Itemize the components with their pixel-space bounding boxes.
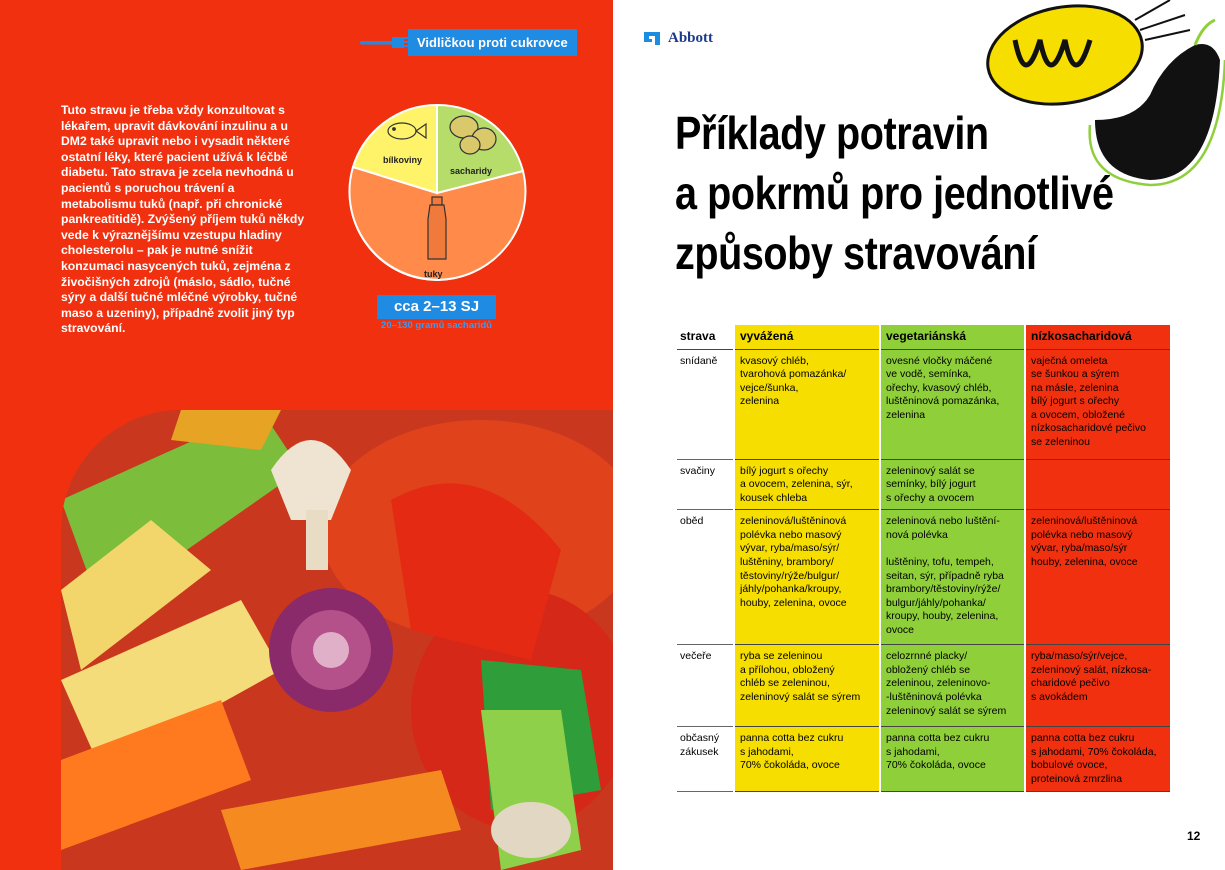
cell-text-line: bílý jogurt s ořechy (1031, 395, 1120, 408)
cell-text-line: ryba se zeleninou (740, 650, 823, 663)
cell-text-line: zelenina (886, 408, 926, 421)
cell-text-line: zeleninový salát se sýrem (886, 704, 1007, 717)
cell-balanced (734, 645, 880, 727)
cell-text-line: 70% čokoláda, ovoce (740, 759, 840, 772)
fork-icon (360, 33, 412, 53)
cell-text-line: zeleninová nebo luštění- (886, 515, 1000, 528)
cell-text-line: ve vodě, semínka, (886, 368, 972, 381)
cell-text-line: polévka nebo masový (1031, 528, 1133, 541)
cell-text-line: ovoce (886, 624, 915, 637)
cell-text-line: luštěniny, brambory/ (740, 556, 834, 569)
cell-text-line: bulgur/jáhly/pohanka/ (886, 596, 986, 609)
intro-paragraph: Tuto stravu je třeba vždy konzultovat s lékařem, upravit dávkování inzulinu a u DM2 také upravit nebo i vysadit některé ostatní léky, které pacient užívá k léčbě diabetu. Tato strava je zcela nevhodná u pacientů s poruchou trávení a metabolismu tuků (např. při chronické pankreatitidě). Zvýšený příjem tuků někdy vede k výraznějšímu vzestupu hladiny cholesterolu – pak je nutné snížit konzumaci nasycených tuků, zejména z živočišných zdrojů (máslo, sádlo, tučné sýry a další tučné mléčné výrobky, tučné maso a uzeniny), případně zvolit jiný typ stravování. (61, 103, 305, 336)
column-header-balanced: vyvážená (734, 325, 880, 349)
cell-vegetarian (880, 645, 1025, 727)
grilled-vegetables-photo (61, 410, 613, 870)
cell-text-line: vývar, ryba/maso/sýr (1031, 542, 1128, 555)
cell-text-line: ryba/maso/sýr/vejce, (1031, 650, 1128, 663)
plate-label-protein: bílkoviny (383, 155, 423, 165)
cell-low-carb (1025, 510, 1170, 645)
plate-diagram (346, 101, 528, 286)
cell-text-line: proteinová zmrzlina (1031, 773, 1123, 786)
section-tag: Vidličkou proti cukrovce (408, 29, 577, 56)
cell-text-line: luštěniny, tofu, tempeh, (886, 556, 994, 569)
title-line-1: Příklady potravin (675, 107, 989, 159)
cell-text-line: s jahodami, (886, 745, 940, 758)
cell-text-line: houby, zelenina, ovoce (740, 596, 847, 609)
brand-name: Abbott (668, 29, 714, 46)
cell-text-line: s avokádem (1031, 691, 1088, 704)
cell-text-line: na másle, zelenina (1031, 381, 1119, 394)
column-header-diet: strava (677, 325, 734, 349)
cell-text-line: jáhly/pohanka/kroupy, (740, 583, 842, 596)
title-line-2: a pokrmů pro jednotlivé (675, 167, 1114, 219)
right-page (613, 0, 1225, 870)
cell-balanced (734, 349, 880, 459)
meal-label: oběd (677, 510, 734, 645)
cell-balanced (734, 459, 880, 510)
cell-text-line: chléb se zeleninou, (740, 677, 830, 690)
table-row (677, 727, 1170, 791)
page-number: 12 (1187, 829, 1201, 843)
carb-grams-note: 20–130 gramů sacharidů (381, 320, 492, 331)
cell-text-line: semínky, bílý jogurt (886, 478, 976, 491)
cell-text-line: a ovocem, obložené (1031, 408, 1125, 421)
diet-comparison-table (677, 325, 1170, 792)
meal-label: večeře (677, 645, 734, 727)
cell-text-line: kvasový chléb, (740, 354, 809, 367)
cell-text-line: ovesné vločky máčené (886, 354, 993, 367)
cell-text-line: bílý jogurt s ořechy (740, 464, 829, 477)
cell-text-line: a přílohou, obložený (740, 663, 835, 676)
cell-text-line: s jahodami, 70% čokoláda, (1031, 745, 1157, 758)
cell-balanced (734, 510, 880, 645)
cell-text-line: panna cotta bez cukru (740, 732, 844, 745)
cell-text-line: kousek chleba (740, 491, 808, 504)
plate-label-fats: tuky (424, 269, 443, 279)
cell-text-line: panna cotta bez cukru (886, 732, 990, 745)
table-header-row (677, 325, 1170, 349)
cell-text-line: obložený chléb se (886, 663, 971, 676)
cell-text-line: houby, zelenina, ovoce (1031, 556, 1138, 569)
cell-text-line: a ovocem, zelenina, sýr, (740, 478, 853, 491)
cell-text-line: zeleninový salát se sýrem (740, 691, 861, 704)
cell-text-line: vejce/šunka, (740, 381, 799, 394)
abbott-brand (641, 28, 713, 48)
cell-vegetarian (880, 459, 1025, 510)
cell-text-line: charidové pečivo (1031, 677, 1110, 690)
cell-vegetarian (880, 727, 1025, 791)
cell-text-line: zeleninový salát, nízkosa- (1031, 663, 1152, 676)
cell-text-line: zelenina (740, 395, 780, 408)
cell-text-line: tvarohová pomazánka/ (740, 368, 847, 381)
cell-text-line: se zeleninou (1031, 436, 1090, 449)
meal-label: snídaně (677, 349, 734, 459)
cell-text-line: nízkosacharidové pečivo (1031, 422, 1146, 435)
meal-label: svačiny (677, 459, 734, 510)
cell-balanced (734, 727, 880, 791)
plate-label-carbs: sacharidy (450, 166, 493, 176)
cell-text-line: celozrnné placky/ (886, 650, 968, 663)
cell-low-carb (1025, 727, 1170, 791)
cell-text-line: vaječná omeleta (1031, 354, 1108, 367)
column-header-low-carb: nízkosacharidová (1025, 325, 1170, 349)
cell-text-line: kroupy, houby, zelenina, (886, 610, 999, 623)
cell-text-line: ořechy, kvasový chléb, (886, 381, 992, 394)
cell-text-line: vývar, ryba/maso/sýr/ (740, 542, 840, 555)
carb-units-badge: cca 2–13 SJ (377, 295, 496, 319)
table-row (677, 645, 1170, 727)
cell-text-line: nová polévka (886, 528, 948, 541)
title-line-3: způsoby stravování (675, 227, 1037, 279)
cell-text-line: zeleninou, zeleninovo- (886, 677, 991, 690)
cell-text-line: bobulové ovoce, (1031, 759, 1108, 772)
cell-text-line (886, 542, 1019, 556)
cell-text-line: panna cotta bez cukru (1031, 732, 1135, 745)
cell-text-line: zeleninová/luštěninová (1031, 515, 1138, 528)
cell-text-line: těstoviny/rýže/bulgur/ (740, 569, 840, 582)
abbott-logo-icon (641, 28, 663, 48)
table-row (677, 459, 1170, 510)
cell-text-line: seitan, sýr, případně ryba (886, 569, 1004, 582)
meal-label: občasný zákusek (677, 727, 734, 791)
cell-text-line: s jahodami, (740, 745, 794, 758)
cell-low-carb (1025, 645, 1170, 727)
table-body (677, 349, 1170, 791)
cell-text-line: polévka nebo masový (740, 528, 842, 541)
table-row (677, 349, 1170, 459)
cell-text-line: luštěninová pomazánka, (886, 395, 1000, 408)
cell-text-line: zeleninový salát se (886, 464, 975, 477)
cell-text-line: 70% čokoláda, ovoce (886, 759, 986, 772)
cell-low-carb (1025, 349, 1170, 459)
cell-vegetarian (880, 510, 1025, 645)
table-row (677, 510, 1170, 645)
cell-text-line: -luštěninová polévka (886, 691, 982, 704)
column-header-vegetarian: vegetariánská (880, 325, 1025, 349)
cell-text-line: se šunkou a sýrem (1031, 368, 1120, 381)
page-title (675, 103, 1122, 283)
cell-text-line: zeleninová/luštěninová (740, 515, 847, 528)
cell-text-line: brambory/těstoviny/rýže/ (886, 583, 1001, 596)
cell-vegetarian (880, 349, 1025, 459)
oil-bottle-icon (428, 197, 446, 259)
cell-text-line: s ořechy a ovocem (886, 491, 975, 504)
cell-low-carb (1025, 459, 1170, 510)
